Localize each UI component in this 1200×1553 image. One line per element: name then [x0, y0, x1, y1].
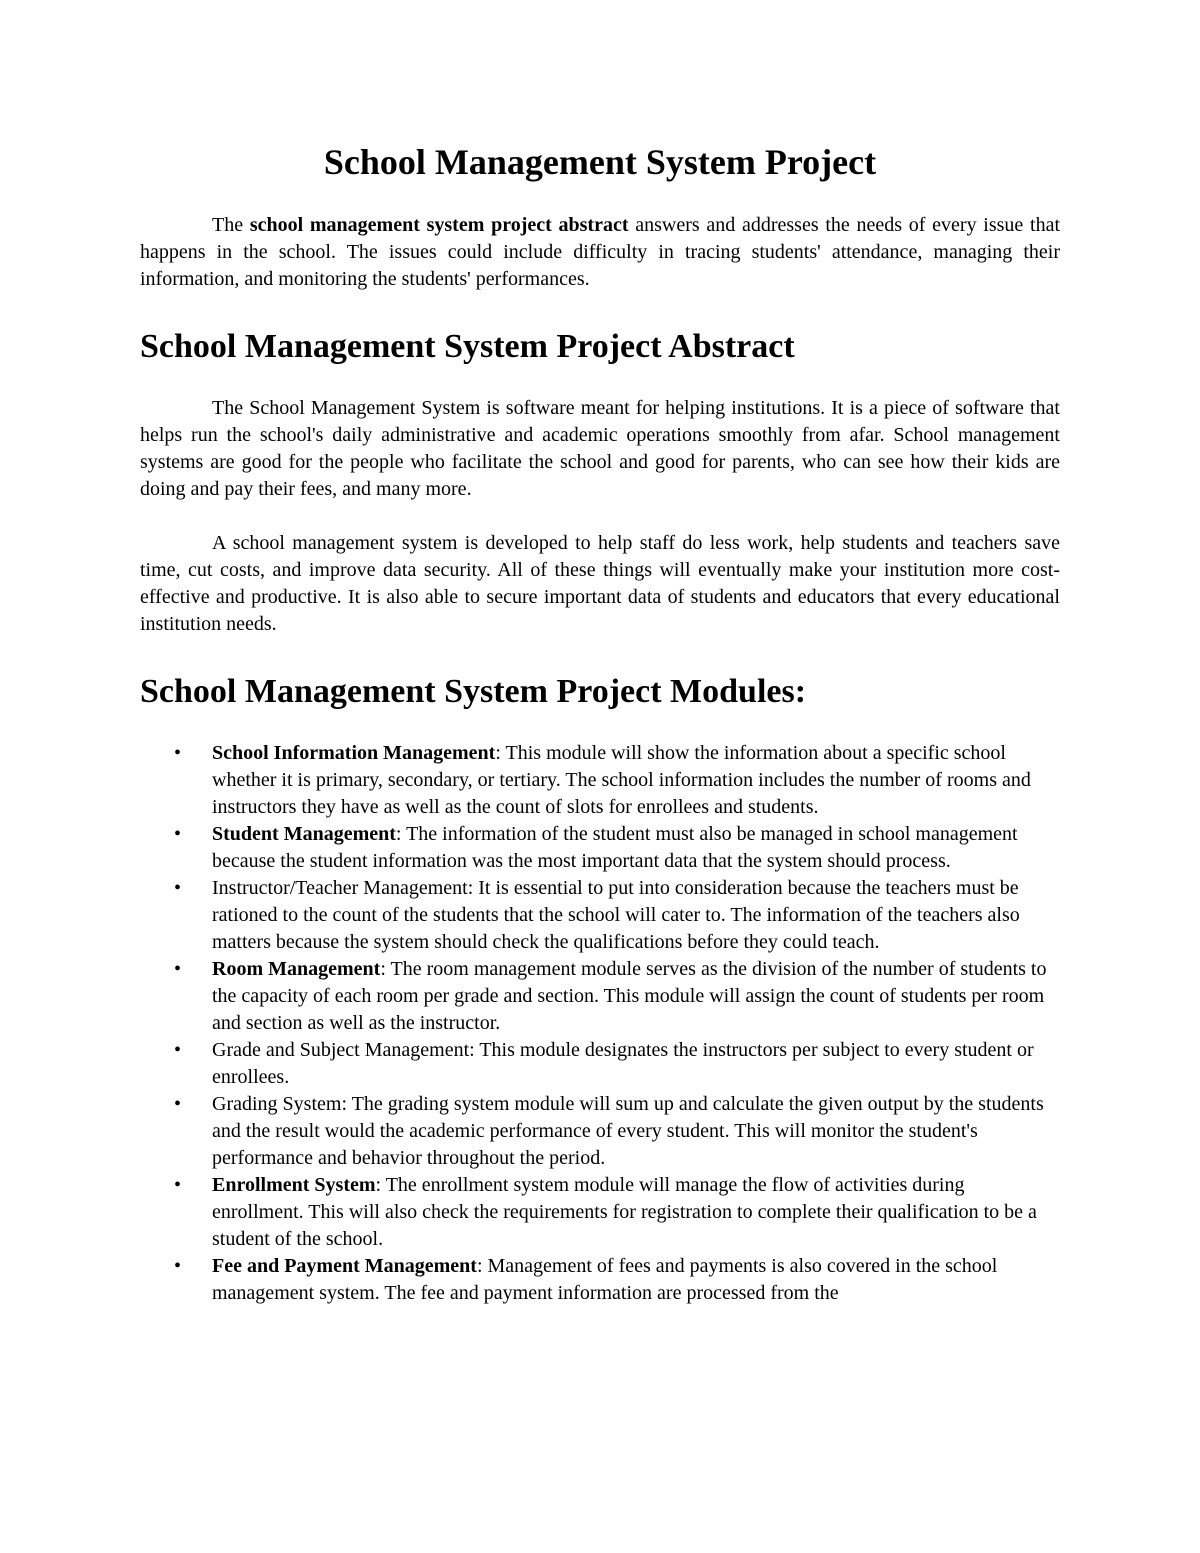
document-page	[140, 138, 1060, 1307]
module-name: Fee and Payment Management	[212, 1255, 477, 1277]
bullet-icon: •	[174, 958, 182, 980]
module-name: Enrollment System	[212, 1174, 376, 1196]
list-item	[174, 956, 1060, 1037]
module-name: School Information Management	[212, 742, 496, 764]
module-description: : The information of the student must also be managed in school management because the student information was the most important data that the system should process.	[212, 823, 1018, 872]
paragraph-spacer	[140, 503, 1060, 530]
bullet-icon: •	[174, 1174, 182, 1196]
module-plain-name: Grade and Subject Management	[212, 1039, 470, 1061]
module-name: Student Management	[212, 823, 396, 845]
abstract-paragraph-2: A school management system is developed to help staff do less work, help students and teachers save time, cut costs, and improve data security. All of these things will eventually make your institution more cost-effective and productive. It is also able to secure important data of students and educators that every educational institution needs.	[140, 532, 1060, 635]
module-description: : It is essential to put into consideration because the teachers must be rationed to the count of the students that the school will cater to. The information of the teachers also matters because the system should check the qualifications before they could teach.	[212, 877, 1020, 953]
module-plain-name: Instructor/Teacher Management	[212, 877, 468, 899]
list-item	[174, 1037, 1060, 1091]
list-item	[174, 821, 1060, 875]
module-plain-name: Grading System	[212, 1093, 342, 1115]
intro-bold-phrase: school management system project abstract	[249, 214, 629, 236]
bullet-icon: •	[174, 877, 182, 899]
abstract-heading: School Management System Project Abstract	[140, 328, 795, 365]
bullet-icon: •	[174, 742, 182, 764]
list-item	[174, 1091, 1060, 1172]
intro-paragraph	[140, 212, 1060, 293]
module-name: Room Management	[212, 958, 381, 980]
intro-lead: The	[212, 214, 250, 236]
module-description: : This module will show the information about a specific school whether it is primary, secondary, or tertiary. The school information includes the number of rooms and instructors they have as well as the count of slots for enrollees and students.	[212, 742, 1031, 818]
intro-rest: answers and addresses the needs of every issue that happens in the school. The issues could include difficulty in tracing students' attendance, managing their information, and monitoring the students' performances.	[140, 214, 1061, 290]
list-item	[174, 875, 1060, 956]
bullet-icon: •	[174, 823, 182, 845]
module-description: : Management of fees and payments is also covered in the school management system. The fee and payment information are processed from the	[212, 1255, 998, 1304]
modules-list	[140, 740, 1060, 1307]
module-description: : This module designates the instructors per subject to every student or enrollees.	[212, 1039, 1034, 1088]
page-title: School Management System Project	[323, 142, 877, 182]
bullet-icon: •	[174, 1093, 182, 1115]
bullet-icon: •	[174, 1039, 182, 1061]
module-description: : The room management module serves as the division of the number of students to the capacity of each room per grade and section. This module will assign the count of students per room and section as well as the instructor.	[212, 958, 1047, 1034]
modules-heading: School Management System Project Modules:	[140, 673, 807, 710]
bullet-icon: •	[174, 1255, 182, 1277]
list-item	[174, 1253, 1060, 1307]
list-item	[174, 740, 1060, 821]
list-item	[174, 1172, 1060, 1253]
abstract-paragraph-1: The School Management System is software meant for helping institutions. It is a piece of software that helps run the school's daily administrative and academic operations smoothly from afar. School management systems are good for the people who facilitate the school and good for parents, who can see how their kids are doing and pay their fees, and many more.	[140, 397, 1060, 500]
module-description: : The grading system module will sum up and calculate the given output by the students and the result would the academic performance of every student. This will monitor the student's performance and behavior throughout the period.	[212, 1093, 1044, 1169]
module-description: : The enrollment system module will manage the flow of activities during enrollment. This will also check the requirements for registration to complete their qualification to be a student of the school.	[212, 1174, 1037, 1250]
